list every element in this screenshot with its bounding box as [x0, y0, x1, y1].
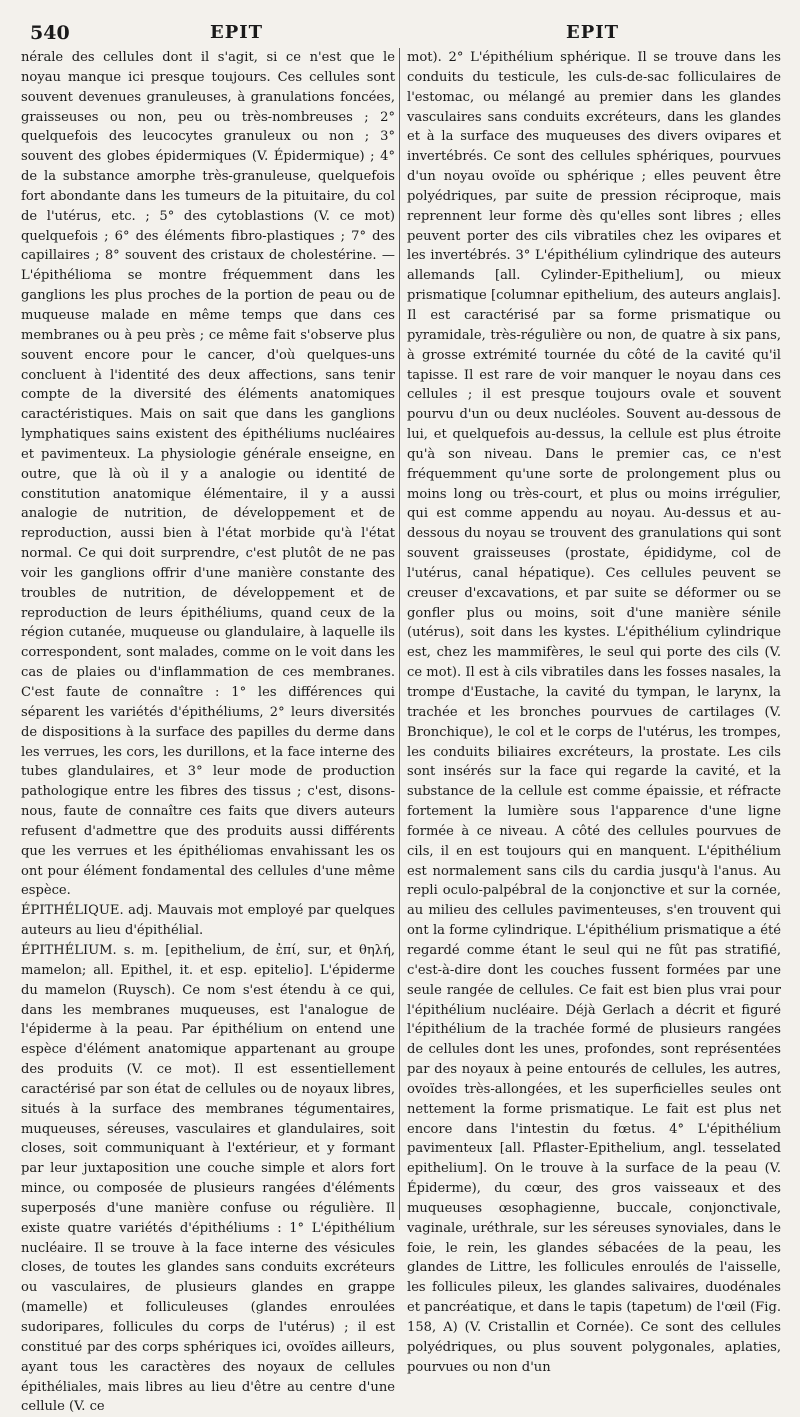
column-divider	[399, 48, 400, 1220]
left-column	[21, 48, 395, 1417]
running-head-left: EPIT	[210, 22, 264, 43]
entry-epithelique: ÉPITHÉLIQUE. adj. Mauvais mot employé par quelques auteurs au lieu d'épithélial.	[21, 903, 395, 939]
right-column	[407, 48, 781, 1378]
entry-epithelioma-continued: nérale des cellules dont il s'agit, si ce n'est que le noyau manque ici presque toujours. Ces cellules sont souvent devenues granuleuses, à granulations foncées, graisseuses ou non, peu ou très-nombreuses ; 2° quelquefois des leucocytes granuleux ou non ; 3° souvent des globes épidermiques (V. Épidermique) ; 4° de la substance amorphe très-granuleuse, quelquefois fort abondante dans les tumeurs de la pituitaire, du col de l'utérus, etc. ; 5° des cytoblastions (V. ce mot) quelquefois ; 6° des éléments fibro-plastiques ; 7° des capillaires ; 8° souvent des cristaux de cholestérine. — L'épithélioma se montre fréquemment dans les ganglions les plus proches de la portion de peau ou de muqueuse malade en même temps que dans ces membranes ou à peu près ; ce même fait s'observe plus souvent encore pour le cancer, d'où quelques-uns concluent à l'identité des deux affections, sans tenir compte de la diversité des éléments anatomiques caractéristiques. Mais on sait que dans les ganglions lymphatiques sains existent des épithéliums nucléaires et pavimenteux. La physiologie générale enseigne, en outre, que là où il y a analogie ou identité de constitution anatomique élémentaire, il y a aussi analogie de nutrition, de développement et de reproduction, aussi bien à l'état morbide qu'à l'état normal. Ce qui doit surprendre, c'est plutôt de ne pas voir les ganglions offrir d'une manière constante des troubles de nutrition, de développement et de reproduction de leurs épithéliums, quand ceux de la région cutanée, muqueuse ou glandulaire, à laquelle ils correspondent, sont malades, comme on le voit dans les cas de plaies ou d'inflammation de ces membranes. C'est faute de connaître : 1° les différences qui séparent les variétés d'épithéliums, 2° leurs diversités de dispositions à la surface des papilles du derme dans les verrues, les cors, les durillons, et la face interne des tubes glandulaires, et 3° leur mode de production pathologique entre les fibres des tissus ; c'est, disons-nous, faute de connaître ces faits que divers auteurs refusent d'admettre que des produits aussi différents que les verrues et les épithéliomas envahissant les os ont pour élément fondamental des cellules d'une même espèce.	[21, 50, 395, 899]
page-number: 540	[30, 22, 70, 44]
entry-epithelium-continued: mot). 2° L'épithélium sphérique. Il se trouve dans les conduits du testicule, les culs-de-sac folliculaires de l'estomac, ou mélangé au premier dans les glandes vasculaires sans conduits excréteurs, dans les glandes et à la surface des muqueuses des divers ovipares et invertébrés. Ce sont des cellules sphériques, pourvues d'un noyau ovoïde ou sphérique ; elles peuvent être polyédriques, par suite de pression réciproque, mais reprennent leur forme dès qu'elles sont libres ; elles peuvent porter des cils vibratiles chez les ovipares et les invertébrés. 3° L'épithélium cylindrique des auteurs allemands [all. Cylinder-Epithelium], ou mieux prismatique [columnar epithelium, des auteurs anglais]. Il est caractérisé par sa forme prismatique ou pyramidale, très-régulière ou non, de quatre à six pans, à grosse extrémité tournée du côté de la cavité qu'il tapisse. Il est rare de voir manquer le noyau dans ces cellules ; il est presque toujours ovale et souvent pourvu d'un ou deux nucléoles. Souvent au-dessous de lui, et quelquefois au-dessus, la cellule est plus étroite qu'à son niveau. Dans le premier cas, ce n'est fréquemment qu'une sorte de prolongement plus ou moins long ou très-court, et plus ou moins irrégulier, qui est comme appendu au noyau. Au-dessus et au-dessous du noyau se trouvent des granulations qui sont souvent graisseuses (prostate, épididyme, col de l'utérus, canal hépatique). Ces cellules peuvent se creuser d'excavations, et par suite se déformer ou se gonfler plus ou moins, soit d'une manière sénile (utérus), soit dans les kystes. L'épithélium cylindrique est, chez les mammifères, le seul qui porte des cils (V. ce mot). Il est à cils vibratiles dans les fosses nasales, la trompe d'Eustache, la cavité du tympan, le larynx, la trachée et les bronches pourvues de cartilages (V. Bronchique), le col et le corps de l'utérus, les trompes, les conduits biliaires excréteurs, la prostate. Les cils sont insérés sur la face qui regarde la cavité, et la substance de la cellule est comme épaissie, et réfracte fortement la lumière sous l'apparence d'une ligne formée à ce niveau. A côté des cellules pourvues de cils, il en est toujours qui en manquent. L'épithélium est normalement sans cils du cardia jusqu'à l'anus. Au repli oculo-palpébral de la conjonctive et sur la cornée, au milieu des cellules pavimenteuses, s'en trouvent qui ont la forme cylindrique. L'épithélium prismatique a été regardé comme étant le seul qui ne fût pas stratifié, c'est-à-dire dont les couches fussent formées par une seule rangée de cellules. Ce fait est bien plus vrai pour l'épithélium nucléaire. Déjà Gerlach a décrit et figuré l'épithélium de la trachée formé de plusieurs rangées de cellules dont les unes, profondes, sont représentées par des noyaux à peine entourés de cellules, les autres, ovoïdes très-allongées, et les superficielles seules ont nettement la forme prismatique. Le fait est plus net encore dans l'intestin du fœtus. 4° L'épithélium pavimenteux [all. Pflaster-Epithelium, angl. tesselated epithelium]. On le trouve à la surface de la peau (V. Épiderme), du cœur, des gros vaisseaux et des muqueuses œsophagienne, buccale, conjonctivale, vaginale, uréthrale, sur les séreuses synoviales, dans le foie, le rein, les glandes sébacées de la peau, les glandes de Littre, les follicules enroulés de l'aisselle, les follicules pileux, les glandes salivaires, duodénales et pancréatique, et dans le tapis (tapetum) de l'œil (Fig. 158, A) (V. Cristallin et Cornée). Ce sont des cellules polyédriques, ou plus souvent polygonales, aplaties, pourvues ou non d'un	[407, 50, 781, 1375]
entry-epithelium: ÉPITHÉLIUM. s. m. [epithelium, de ἐπί, sur, et θηλή, mamelon; all. Epithel, it. et esp. epitelio]. L'épiderme du mamelon (Ruysch). Ce nom s'est étendu à ce qui, dans les membranes muqueuses, est l'analogue de l'épiderme à la peau. Par épithélium on entend une espèce d'élément anatomique appartenant au groupe des produits (V. ce mot). Il est essentiellement caractérisé par son état de cellules ou de noyaux libres, situés à la surface des membranes tégumentaires, muqueuses, séreuses, vasculaires et glandulaires, soit closes, soit communiquant à l'extérieur, et y formant par leur juxtaposition une couche simple et alors fort mince, ou composée de plusieurs rangées d'éléments superposés d'une manière confuse ou régulière. Il existe quatre variétés d'épithéliums : 1° L'épithélium nucléaire. Il se trouve à la face interne des vésicules closes, de toutes les glandes sans conduits excréteurs ou vasculaires, de plusieurs glandes en grappe (mamelle) et folliculeuses (glandes enroulées sudoripares, follicules du corps de l'utérus) ; il est constitué par des corps sphériques ici, ovoïdes ailleurs, ayant tous les caractères des noyaux de cellules épithéliales, mais libres au lieu d'être au centre d'une cellule (V. ce	[21, 942, 395, 1415]
running-head-right: EPIT	[566, 22, 620, 43]
